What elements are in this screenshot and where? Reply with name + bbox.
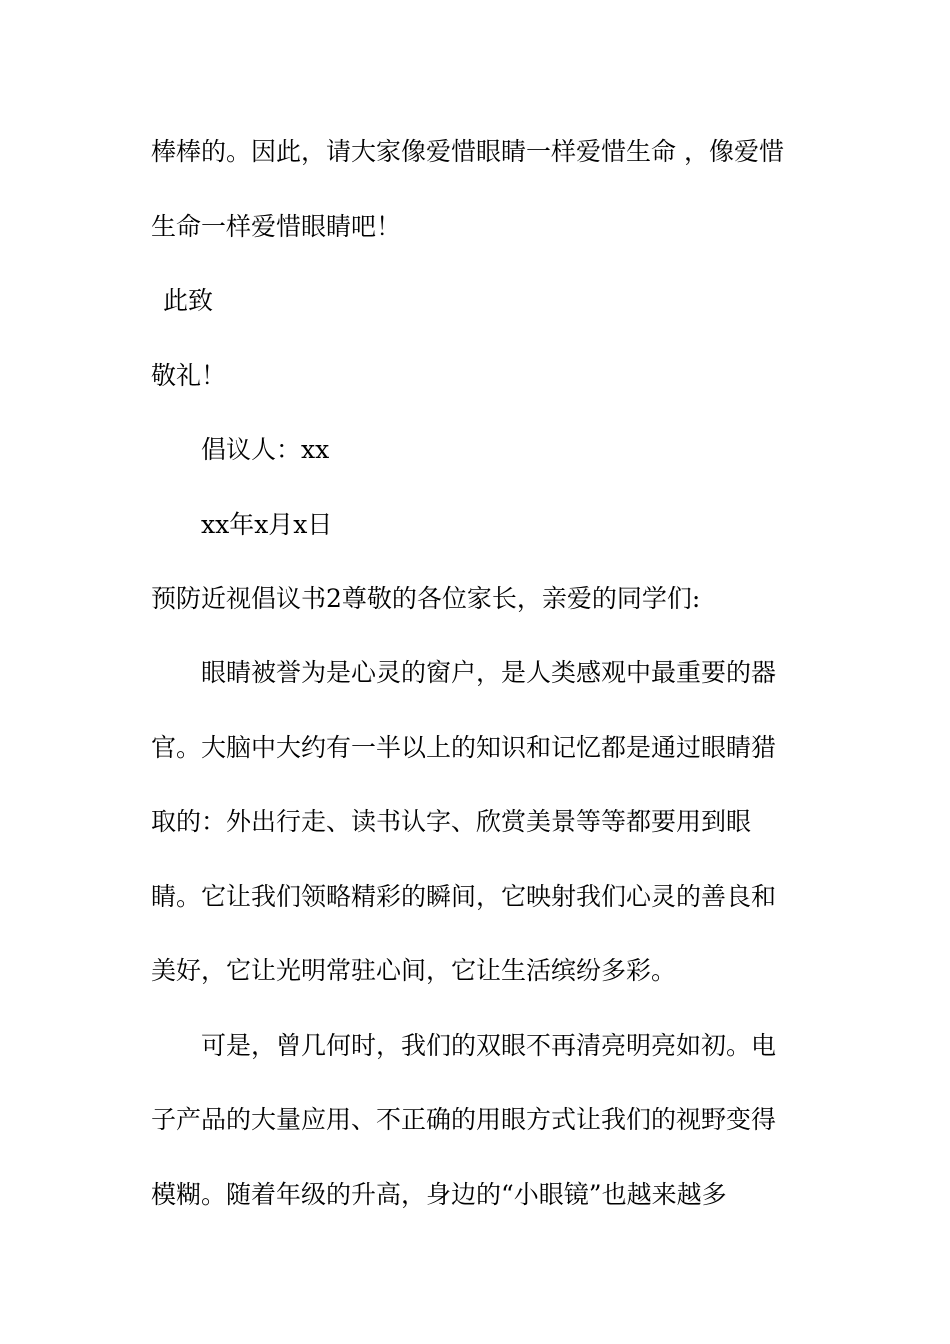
paragraph-line: 可是，曾几何时，我们的双眼不再清亮明亮如初。电 <box>201 1031 777 1060</box>
signer-line: 倡议人：xx <box>201 435 330 464</box>
paragraph-line: 模糊。随着年级的升高，身边的“小眼镜”也越来越多 <box>151 1180 727 1209</box>
closing-salutation: 此致 <box>163 286 214 315</box>
paragraph-line: 美好，它让光明常驻心间，它让生活缤纷多彩。 <box>151 956 677 985</box>
closing-regards: 敬礼！ <box>151 361 227 390</box>
section-heading: 预防近视倡议书2尊敬的各位家长，亲爱的同学们: <box>151 584 701 613</box>
paragraph-line: 官。大脑中大约有一半以上的知识和记忆都是通过眼睛猎 <box>151 733 777 762</box>
text-line-1: 棒棒的。因此，请大家像爱惜眼睛一样爱惜生命 ，像爱惜 <box>151 137 784 166</box>
paragraph-line: 取的：外出行走、读书认字、欣赏美景等等都要用到眼 <box>151 807 752 836</box>
paragraph-line: 子产品的大量应用、不正确的用眼方式让我们的视野变得 <box>151 1105 777 1134</box>
date-line: xx年x月x日 <box>201 510 333 539</box>
paragraph-line: 眼睛被誉为是心灵的窗户，是人类感观中最重要的器 <box>201 658 777 687</box>
paragraph-line: 睛。它让我们领略精彩的瞬间，它映射我们心灵的善良和 <box>151 882 777 911</box>
text-line-2: 生命一样爱惜眼睛吧！ <box>151 212 402 241</box>
